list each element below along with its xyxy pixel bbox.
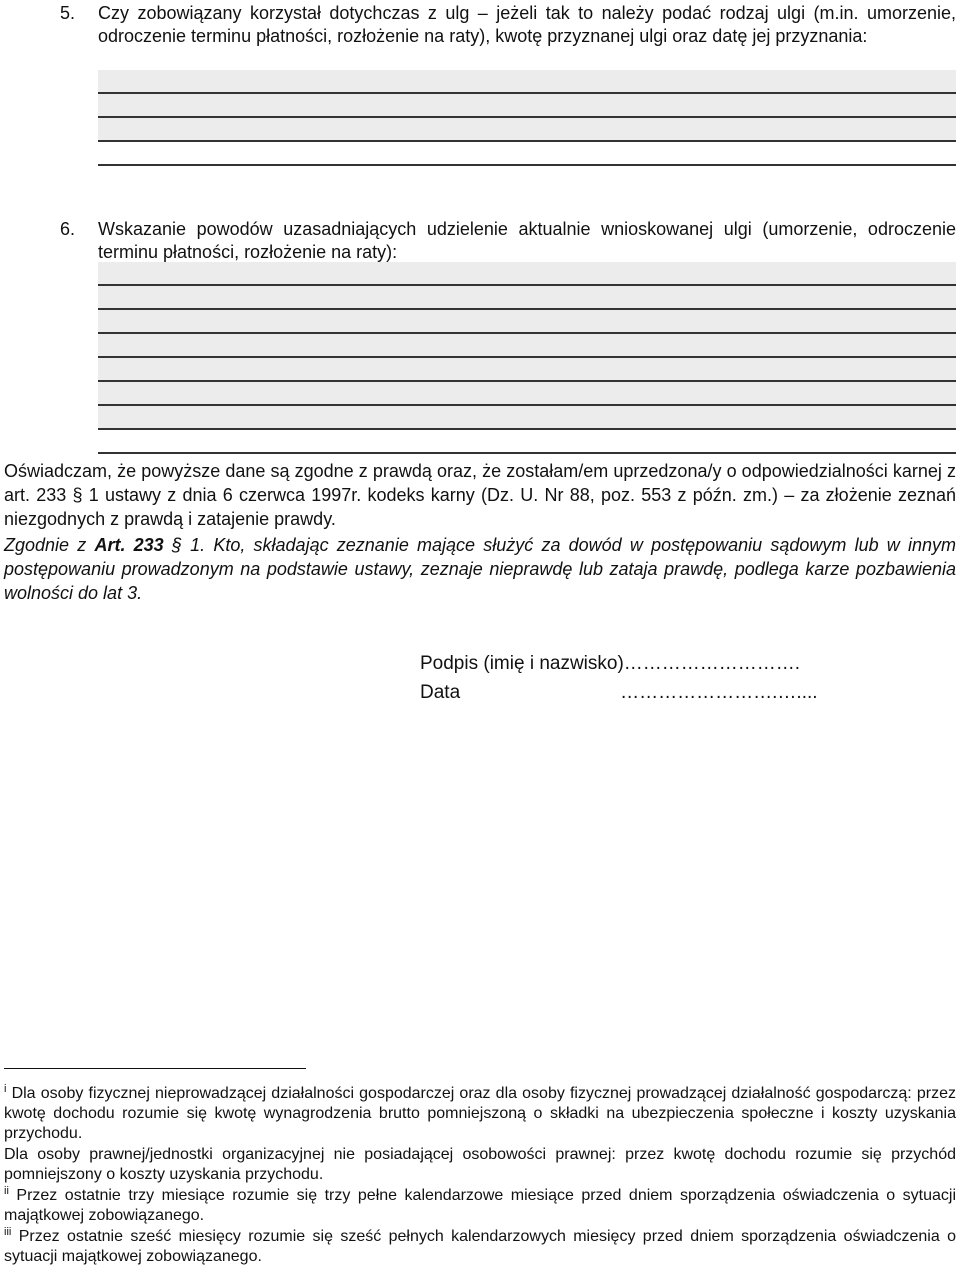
answer-line[interactable] [98, 70, 956, 94]
answer-line[interactable] [98, 406, 956, 430]
footnote-mark: iii [4, 1226, 12, 1238]
answer-line[interactable] [98, 310, 956, 334]
declaration [4, 459, 956, 531]
answer-line[interactable] [98, 118, 956, 142]
question-5 [60, 2, 956, 48]
footnote-text: Dla osoby fizycznej nieprowadzącej działalności gospodarczej oraz dla osoby fizycznej prowadzącej działalność gospodarczą: przez kwotę dochodu rozumie się kwotę wynagrodzenia brutto pomniejszoną o składki na ubezpieczenia społeczne i koszty uzyskania przychodu. [4, 1085, 956, 1142]
answer-line[interactable] [98, 142, 956, 166]
answer-line[interactable] [98, 430, 956, 454]
legal-prefix: Zgodnie z [4, 535, 95, 555]
footnote-mark: i [4, 1083, 7, 1095]
answer-lines-5[interactable] [98, 70, 956, 166]
declaration-text-1: Oświadczam, że powyższe dane są zgodne z prawdą oraz, że zostałam/em uprzedzona/y o odpowiedzialności karnej z art. 233 [4, 461, 956, 505]
signature-field[interactable]: ………………………. [623, 653, 801, 674]
answer-lines-6[interactable] [98, 262, 956, 454]
answer-line[interactable] [98, 262, 956, 286]
declaration-text-2: 1 ustawy z dnia 6 czerwca 1997r. kodeks karny (Dz. U. Nr 88, poz. 553 z późn. zm.) – za złożenie zeznań niezgodnych z prawdą i zatajenie prawdy. [4, 485, 956, 529]
answer-line[interactable] [98, 94, 956, 118]
footnote-mark: ii [4, 1185, 9, 1197]
legal-notice [4, 533, 956, 605]
footnote-text: Przez ostatnie sześć miesięcy rozumie się sześć pełnych kalendarzowych miesięcy przed dniem sporządzenia oświadczenia o sytuacji majątkowej zobowiązanego. [4, 1228, 956, 1265]
question-6 [60, 218, 956, 264]
question-5-text: Czy zobowiązany korzystał dotychczas z ulg – jeżeli tak to należy podać rodzaj ulgi (m.in. umorzenie, odroczenie terminu płatności, rozłożenie na raty), kwotę przyznanej ulgi oraz datę jej przyznania: [98, 3, 956, 46]
answer-line[interactable] [98, 286, 956, 310]
answer-line[interactable] [98, 382, 956, 406]
question-5-number: 5. [60, 3, 76, 23]
date-field[interactable]: …………………….….... [620, 682, 818, 703]
section-sign: § [171, 535, 182, 555]
legal-article: Art. 233 [94, 535, 172, 555]
legal-text: Kto, składając zeznanie mające służyć za dowód w postępowaniu sądowym lub w innym postępowaniu prowadzonym na podstawie ustawy, zeznaje nieprawdę lub zataja prawdę, podlega karze pozbawienia wolności do lat 3. [4, 535, 957, 603]
footnotes [4, 1084, 956, 1267]
signature-label: Podpis (imię i nazwisko) [420, 653, 624, 674]
footnote-i [4, 1084, 956, 1144]
footnote-iii [4, 1227, 956, 1267]
footnote-text: Przez ostatnie trzy miesiące rozumie się trzy pełne kalendarzowe miesiące przed dniem sporządzenia oświadczenia o sytuacji majątkowej zobowiązanego. [4, 1187, 956, 1224]
section-sign: § [72, 485, 83, 505]
question-6-text: Wskazanie powodów uzasadniających udzielenie aktualnie wnioskowanej ulgi (umorzenie, odroczenie terminu płatności, rozłożenie na raty): [98, 219, 956, 262]
footnote-separator [4, 1068, 306, 1069]
answer-line[interactable] [98, 334, 956, 358]
footnote-i-continued: Dla osoby prawnej/jednostki organizacyjnej nie posiadającej osobowości prawnej: przez kwotę dochodu rozumie się przychód pomniejszony o koszty uzyskania przychodu. [4, 1146, 956, 1183]
date-label: Data [420, 682, 461, 703]
answer-line[interactable] [98, 358, 956, 382]
legal-number: 1. [181, 535, 206, 555]
question-6-number: 6. [60, 219, 76, 239]
signature-block [420, 649, 818, 707]
footnote-ii [4, 1186, 956, 1226]
